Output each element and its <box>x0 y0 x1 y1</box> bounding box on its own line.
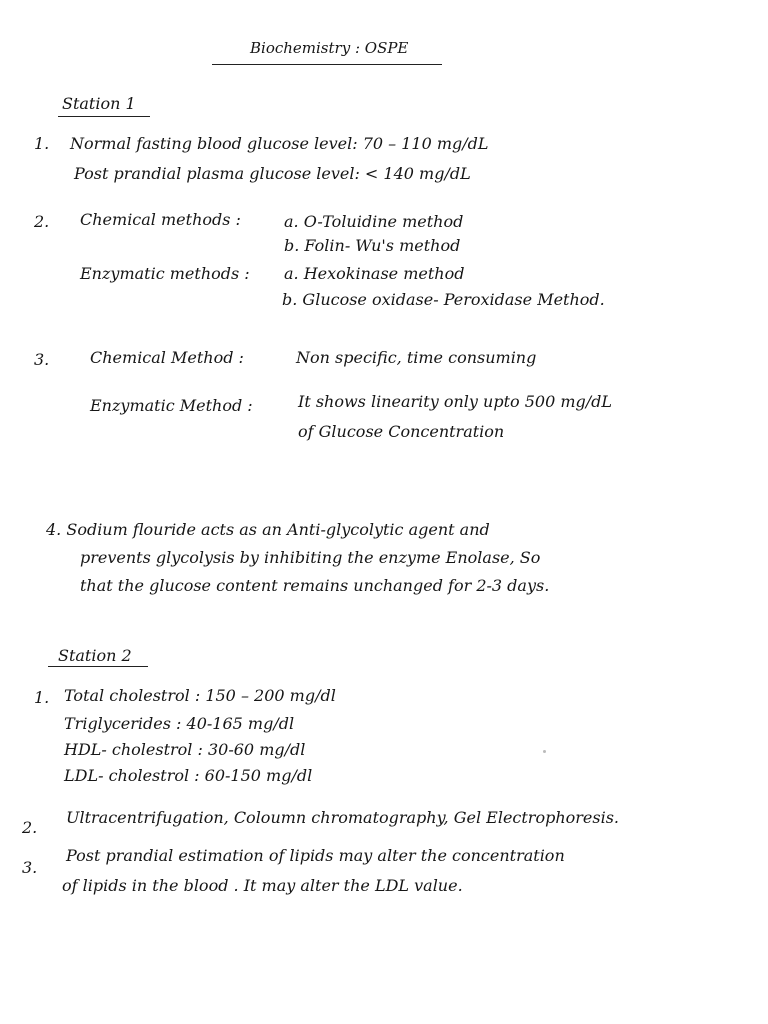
s1-q3-enz-text-2: of Glucose Concentration <box>298 422 505 441</box>
s2-q2-text: Ultracentrifugation, Coloumn chromatography, Gel Electrophoresis. <box>66 808 619 827</box>
s2-q3-line1: Post prandial estimation of lipids may alter the concentration <box>66 846 565 865</box>
s1-q4-line3: that the glucose content remains unchanged for 2-3 days. <box>80 576 550 595</box>
s1-q1-number: 1. <box>34 134 50 153</box>
s2-q1-hdl: HDL- cholestrol : 30-60 mg/dl <box>64 740 306 759</box>
s2-q1-number: 1. <box>34 688 50 707</box>
station-2-heading: Station 2 <box>58 646 132 665</box>
title-underline <box>212 64 442 65</box>
s1-q3-number: 3. <box>34 350 50 369</box>
station-1-underline <box>58 116 150 117</box>
s1-q3-chem-text: Non specific, time consuming <box>296 348 537 367</box>
s2-q2-number: 2. <box>22 818 38 837</box>
s1-q2-chem-label: Chemical methods : <box>80 210 241 229</box>
stray-mark <box>543 750 546 753</box>
s2-q3-number: 3. <box>22 858 38 877</box>
s1-q3-enz-label: Enzymatic Method : <box>90 396 253 415</box>
s1-q2-chem-item-b: b. Folin- Wu's method <box>284 236 461 255</box>
s2-q1-ldl: LDL- cholestrol : 60-150 mg/dl <box>64 766 313 785</box>
s1-q4-line2: prevents glycolysis by inhibiting the enzyme Enolase, So <box>80 548 541 567</box>
s1-q1-line1: Normal fasting blood glucose level: 70 – 110 mg/dL <box>70 134 489 153</box>
s1-q4-line1: 4. Sodium flouride acts as an Anti-glycolytic agent and <box>46 520 490 539</box>
s1-q2-chem-item-a: a. O-Toluidine method <box>284 212 464 231</box>
s1-q2-enz-item-a: a. Hexokinase method <box>284 264 465 283</box>
s1-q2-enz-label: Enzymatic methods : <box>80 264 250 283</box>
s1-q2-enz-item-b: b. Glucose oxidase- Peroxidase Method. <box>282 290 605 309</box>
s1-q3-enz-text-1: It shows linearity only upto 500 mg/dL <box>298 392 613 411</box>
s2-q1-triglycerides: Triglycerides : 40-165 mg/dl <box>64 714 295 733</box>
station-2-underline <box>48 666 148 667</box>
s1-q3-chem-label: Chemical Method : <box>90 348 244 367</box>
s1-q1-line2: Post prandial plasma glucose level: < 140 mg/dL <box>74 164 471 183</box>
station-1-heading: Station 1 <box>62 94 136 113</box>
page-title: Biochemistry : OSPE <box>250 39 409 57</box>
s2-q1-total-cholesterol: Total cholestrol : 150 – 200 mg/dl <box>64 686 336 705</box>
s1-q2-number: 2. <box>34 212 50 231</box>
s2-q3-line2: of lipids in the blood . It may alter the LDL value. <box>62 876 463 895</box>
